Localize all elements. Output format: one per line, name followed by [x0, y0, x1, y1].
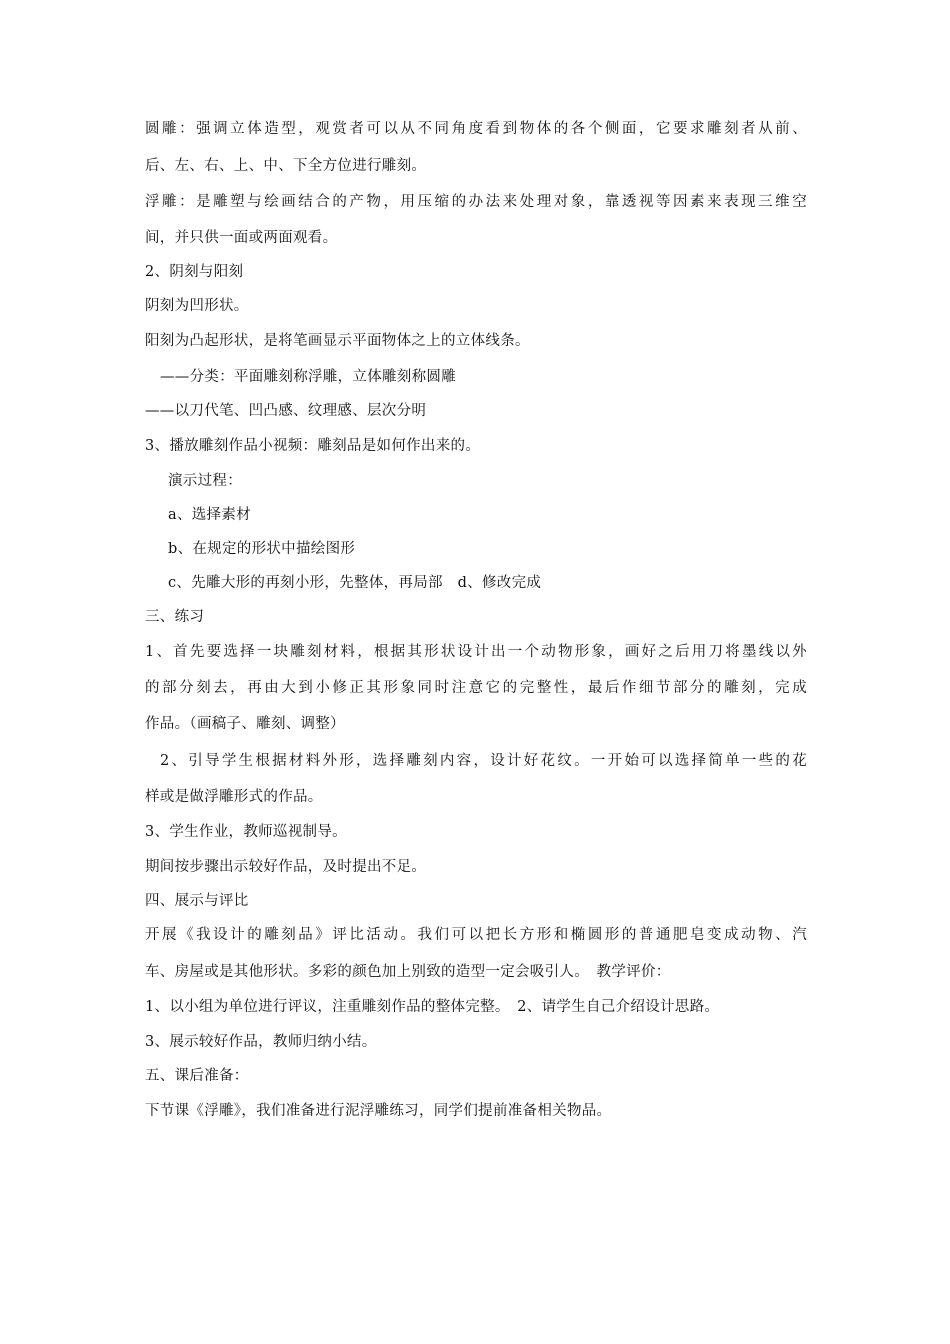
text-evaluation-3: 3、展示较好作品，教师归纳小结。 — [145, 1034, 377, 1050]
heading-intaglio-relief: 2、阴刻与阳刻 — [145, 264, 244, 280]
text-relief-carving: 阳刻为凸起形状，是将笔画显示平面物体之上的立体线条。 — [145, 333, 530, 349]
paragraph-relief-line-2: 间，并只供一面或两面观看。 — [145, 230, 338, 246]
paragraph-exhibition-line-2: 车、房屋或是其他形状。多彩的颜色加上别致的造型一定会吸引人。 教学评价： — [145, 964, 671, 980]
paragraph-round-carving-line-2: 后、左、右、上、中、下全方位进行雕刻。 — [145, 158, 427, 174]
list-item-c-d: c、先雕大形的再刻小形，先整体，再局部 d、修改完成 — [168, 575, 542, 591]
list-item-b: b、在规定的形状中描绘图形 — [168, 541, 356, 557]
text-intaglio: 阴刻为凹形状。 — [145, 298, 249, 314]
text-next-lesson: 下节课《浮雕》，我们准备进行泥浮雕练习，同学们提前准备相关物品。 — [145, 1103, 612, 1119]
paragraph-round-carving-line-1: 圆雕：强调立体造型，观赏者可以从不同角度看到物体的各个侧面，它要求雕刻者从前、 — [145, 121, 807, 137]
text-demo-process: 演示过程： — [168, 473, 242, 489]
paragraph-practice-2-line-2: 样或是做浮雕形式的作品。 — [145, 789, 323, 805]
heading-practice: 三、练习 — [145, 609, 205, 625]
paragraph-practice-1-line-2: 的部分刻去，再由大到小修正其形象同时注意它的完整性，最后作细节部分的雕刻，完成 — [145, 680, 807, 696]
text-classification: ——分类：平面雕刻称浮雕，立体雕刻称圆雕 — [160, 369, 456, 385]
paragraph-practice-1-line-1: 1、首先要选择一块雕刻材料，根据其形状设计出一个动物形象，画好之后用刀将墨线以外 — [145, 644, 807, 660]
text-evaluation-1-2: 1、以小组为单位进行评议，注重雕刻作品的整体完整。 2、请学生自己介绍设计思路。 — [145, 999, 720, 1015]
heading-preparation: 五、课后准备： — [145, 1068, 249, 1084]
list-item-a: a、选择素材 — [168, 507, 251, 523]
paragraph-exhibition-line-1: 开展《我设计的雕刻品》评比活动。我们可以把长方形和椭圆形的普通肥皂变成动物、汽 — [145, 927, 807, 943]
heading-exhibition: 四、展示与评比 — [145, 893, 249, 909]
text-show-works: 期间按步骤出示较好作品，及时提出不足。 — [145, 859, 427, 875]
paragraph-practice-1-line-3: 作品。（画稿子、雕刻、调整） — [145, 716, 345, 732]
text-knife-as-pen: ——以刀代笔、凹凸感、纹理感、层次分明 — [145, 403, 427, 419]
text-student-work: 3、学生作业，教师巡视制导。 — [145, 824, 347, 840]
heading-video: 3、播放雕刻作品小视频：雕刻品是如何作出来的。 — [145, 438, 481, 454]
paragraph-relief-line-1: 浮雕：是雕塑与绘画结合的产物，用压缩的办法来处理对象，靠透视等因素来表现三维空 — [145, 194, 807, 210]
paragraph-practice-2-line-1: 2、引导学生根据材料外形，选择雕刻内容，设计好花纹。一开始可以选择简单一些的花 — [160, 753, 807, 769]
